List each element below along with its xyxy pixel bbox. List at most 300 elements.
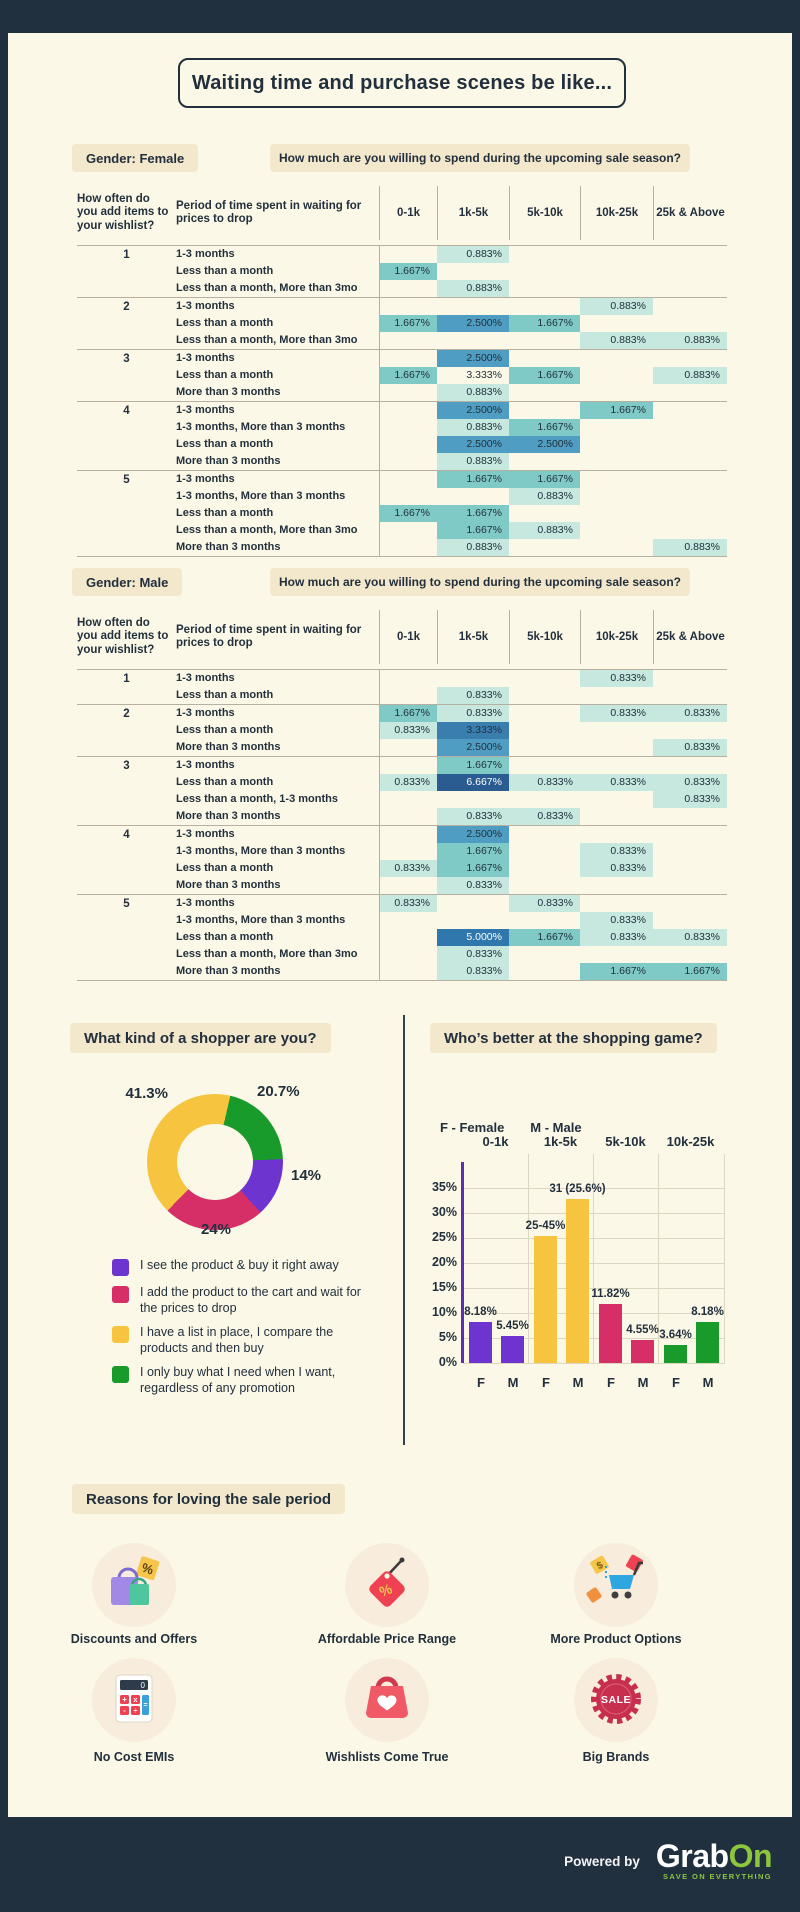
- heat-cell: [653, 826, 727, 843]
- heat-cell: [580, 419, 653, 436]
- heat-cell: 2.500%: [437, 739, 509, 756]
- group-label: 10k-25k: [666, 1134, 715, 1149]
- frequency-value: 5: [123, 898, 130, 910]
- heat-cell: [379, 877, 437, 894]
- heat-cell: [653, 522, 727, 539]
- heat-cell: [653, 895, 727, 912]
- gridline-h: [463, 1213, 725, 1214]
- frequency-group: [77, 297, 727, 349]
- svg-text:-: -: [123, 1706, 126, 1715]
- heat-cell: 0.883%: [580, 298, 653, 315]
- legend-item: [112, 1258, 364, 1276]
- bar-value-label: 11.82%: [591, 1287, 630, 1300]
- heat-cell: [379, 402, 437, 419]
- frequency-group: [77, 246, 727, 297]
- period-cell: More than 3 months: [176, 386, 281, 398]
- x-axis-label: F: [542, 1375, 550, 1390]
- heat-cell: 0.833%: [379, 774, 437, 791]
- heat-cell: [509, 384, 580, 401]
- heat-cell: [437, 263, 509, 280]
- bar-1k-5k-F: [534, 1236, 557, 1363]
- heat-cell: 6.667%: [437, 774, 509, 791]
- heat-cell: 2.500%: [437, 350, 509, 367]
- heat-cell: [379, 843, 437, 860]
- legend-item: [112, 1365, 364, 1396]
- heat-cell: [580, 350, 653, 367]
- heat-cell: 1.667%: [379, 367, 437, 384]
- heat-cell: [509, 402, 580, 419]
- discounts-icon: [92, 1543, 176, 1627]
- y-tick-label: 35%: [431, 1180, 457, 1194]
- heat-cell: [379, 419, 437, 436]
- heat-cell: [509, 722, 580, 739]
- bar-value-label: 31 (25.6%): [549, 1183, 606, 1196]
- brand-tagline: SAVE ON EVERYTHING: [663, 1872, 772, 1881]
- heat-cell: [580, 384, 653, 401]
- heat-cell: [580, 539, 653, 556]
- heat-cell: 1.667%: [509, 367, 580, 384]
- bar-chart-legend: [440, 1120, 582, 1135]
- period-cell: Less than a month: [176, 265, 274, 277]
- frequency-value: 4: [123, 405, 130, 417]
- legend-text: I only buy what I need when I want, regardless of any promotion: [140, 1365, 336, 1395]
- heat-cell: 0.883%: [580, 332, 653, 349]
- heat-cell: [437, 298, 509, 315]
- heat-cell: 2.500%: [437, 315, 509, 332]
- period-cell: 1-3 months: [176, 300, 235, 312]
- reason-label-1: Discounts and Offers: [70, 1632, 198, 1646]
- spend-column-header: 25k & Above: [653, 610, 727, 664]
- spend-column-header: 5k-10k: [509, 186, 580, 240]
- group-label: 5k-10k: [605, 1134, 646, 1149]
- heat-cell: 0.833%: [580, 860, 653, 877]
- y-tick-label: 30%: [431, 1205, 457, 1219]
- period-cell: Less than a month, More than 3mo: [176, 948, 358, 960]
- y-axis-line: [461, 1162, 464, 1363]
- heat-cell: 3.333%: [466, 369, 502, 381]
- svg-text:=: =: [143, 1702, 148, 1709]
- heat-cell: 0.833%: [653, 705, 727, 722]
- heat-cell: [379, 246, 437, 263]
- heat-cell: [437, 791, 509, 808]
- heat-cell: [580, 488, 653, 505]
- heat-cell: [580, 808, 653, 825]
- heat-cell: [580, 315, 653, 332]
- gender-male-chip: Gender: Male: [72, 568, 182, 596]
- svg-text:%: %: [377, 1580, 395, 1600]
- heat-cell: [653, 505, 727, 522]
- donut-chart-title: What kind of a shopper are you?: [70, 1023, 331, 1053]
- heat-cell: [509, 505, 580, 522]
- spend-column-header: 0-1k: [379, 610, 437, 664]
- reason-label-4: No Cost EMIs: [93, 1750, 175, 1764]
- sale-badge-icon: [574, 1658, 658, 1742]
- heat-cell: [509, 298, 580, 315]
- brand-on: On: [728, 1838, 772, 1874]
- bar-value-label: 5.45%: [496, 1319, 529, 1332]
- heat-cell: [653, 350, 727, 367]
- heat-cell: 1.667%: [437, 860, 509, 877]
- legend-female: F - Female: [440, 1120, 505, 1135]
- heat-cell: 1.667%: [379, 315, 437, 332]
- heat-cell: 0.833%: [379, 895, 437, 912]
- heat-cell: [653, 436, 727, 453]
- heat-cell: 1.667%: [379, 705, 437, 722]
- gridline-v: [724, 1154, 725, 1363]
- heat-cell: [509, 705, 580, 722]
- heat-cell: 1.667%: [580, 402, 653, 419]
- spend-column-header: 10k-25k: [580, 610, 653, 664]
- row-axis-title: How often do you add items to your wishlist?: [77, 616, 169, 656]
- period-cell: 1-3 months: [176, 759, 235, 771]
- reason-label-2: Affordable Price Range: [317, 1632, 457, 1646]
- heat-cell: [379, 687, 437, 704]
- period-column-title: Period of time spent in waiting for prices to drop: [176, 199, 362, 225]
- heat-cell: [580, 877, 653, 894]
- heat-cell: 2.500%: [509, 436, 580, 453]
- heat-cell: [653, 298, 727, 315]
- spend-column-header: 1k-5k: [437, 186, 509, 240]
- y-tick-label: 15%: [431, 1280, 457, 1294]
- frequency-value: 2: [123, 301, 130, 313]
- period-cell: 1-3 months: [176, 404, 235, 416]
- grabon-logo: [655, 1838, 772, 1881]
- heatmap-table-female: [77, 186, 727, 557]
- frequency-value: 2: [123, 708, 130, 720]
- svg-text:%: %: [139, 1559, 156, 1578]
- heat-cell: [653, 453, 727, 470]
- heat-cell: [653, 384, 727, 401]
- heat-cell: [379, 963, 437, 980]
- frequency-value: 1: [123, 249, 130, 261]
- heat-cell: [379, 791, 437, 808]
- period-column-title: Period of time spent in waiting for prices to drop: [176, 623, 362, 649]
- bar-value-label: 25-45%: [525, 1219, 566, 1232]
- frequency-group: [77, 825, 727, 894]
- frequency-group: [77, 670, 727, 704]
- heat-cell: 5.000%: [437, 929, 509, 946]
- donut-label-pink: 24%: [200, 1221, 232, 1238]
- heat-cell: [437, 332, 509, 349]
- heat-cell: [379, 453, 437, 470]
- period-cell: 1-3 months: [176, 473, 235, 485]
- heat-cell: [509, 350, 580, 367]
- heat-cell: [379, 929, 437, 946]
- heat-cell: [580, 895, 653, 912]
- heat-cell: [509, 791, 580, 808]
- heat-cell: [379, 436, 437, 453]
- period-cell: 1-3 months: [176, 897, 235, 909]
- heat-cell: 0.833%: [653, 774, 727, 791]
- period-cell: 1-3 months, More than 3 months: [176, 845, 346, 857]
- heat-cell: [379, 384, 437, 401]
- period-cell: Less than a month: [176, 438, 274, 450]
- x-axis-label: F: [607, 1375, 615, 1390]
- heat-cell: [580, 367, 653, 384]
- heat-cell: 0.883%: [653, 367, 727, 384]
- calculator-icon: [92, 1658, 176, 1742]
- heat-cell: 2.500%: [437, 402, 509, 419]
- heat-cell: [580, 739, 653, 756]
- heat-cell: [653, 246, 727, 263]
- section-divider: [403, 1015, 405, 1445]
- reason-label-3: More Product Options: [550, 1632, 682, 1646]
- svg-text:SALE: SALE: [600, 1694, 632, 1706]
- period-cell: 1-3 months: [176, 828, 235, 840]
- heat-cell: 1.667%: [437, 471, 509, 488]
- gridline-h: [463, 1363, 725, 1364]
- heat-cell: 0.833%: [653, 739, 727, 756]
- gender-female-chip: Gender: Female: [72, 144, 198, 172]
- heat-cell: 1.667%: [509, 929, 580, 946]
- donut-label-green: 20.7%: [257, 1083, 300, 1100]
- heat-cell: 0.833%: [437, 687, 509, 704]
- y-tick-label: 5%: [438, 1330, 457, 1344]
- period-cell: Less than a month: [176, 776, 274, 788]
- period-cell: 1-3 months, More than 3 months: [176, 490, 346, 502]
- heat-cell: [653, 670, 727, 687]
- heat-cell: [653, 315, 727, 332]
- period-cell: Less than a month: [176, 317, 274, 329]
- bar-value-label: 8.18%: [464, 1306, 497, 1319]
- period-cell: Less than a month: [176, 931, 274, 943]
- heat-cell: 1.667%: [509, 315, 580, 332]
- spend-column-header: 25k & Above: [653, 186, 727, 240]
- spend-question-female: How much are you willing to spend during the upcoming sale season?: [270, 144, 690, 172]
- y-tick-label: 10%: [431, 1305, 457, 1319]
- heat-cell: 2.500%: [437, 826, 509, 843]
- period-cell: 1-3 months: [176, 707, 235, 719]
- period-cell: More than 3 months: [176, 741, 281, 753]
- svg-text:$: $: [595, 1559, 606, 1573]
- svg-text:x: x: [133, 1697, 138, 1704]
- powered-by-text: Powered by: [564, 1853, 640, 1869]
- heat-cell: [437, 912, 509, 929]
- row-axis-title: How often do you add items to your wishlist?: [77, 192, 169, 232]
- heat-cell: 0.883%: [653, 539, 727, 556]
- legend-text: I see the product & buy it right away: [140, 1258, 339, 1272]
- period-cell: Less than a month: [176, 862, 274, 874]
- frequency-group: [77, 401, 727, 470]
- heat-cell: [379, 522, 437, 539]
- heat-cell: [653, 877, 727, 894]
- heat-cell: 0.833%: [437, 963, 509, 980]
- heat-cell: 0.833%: [437, 705, 509, 722]
- heat-cell: 0.833%: [509, 774, 580, 791]
- heat-cell: [580, 505, 653, 522]
- legend-text: I have a list in place, I compare the products and then buy: [140, 1325, 334, 1355]
- y-tick-label: 0%: [438, 1355, 457, 1369]
- wishlist-bag-icon: [345, 1658, 429, 1742]
- spend-column-header: 5k-10k: [509, 610, 580, 664]
- heat-cell: [653, 471, 727, 488]
- legend-text: I add the product to the cart and wait for the prices to drop: [140, 1285, 361, 1315]
- period-cell: 1-3 months, More than 3 months: [176, 421, 346, 433]
- bar-value-label: 3.64%: [659, 1328, 692, 1341]
- spend-column-header: 10k-25k: [580, 186, 653, 240]
- grouped-bar-chart: [431, 1134, 725, 1390]
- gridline-h: [463, 1263, 725, 1264]
- x-axis-label: F: [477, 1375, 485, 1390]
- heat-cell: [509, 860, 580, 877]
- x-axis-label: M: [507, 1375, 519, 1390]
- heat-cell: [509, 263, 580, 280]
- period-cell: Less than a month, 1-3 months: [176, 793, 338, 805]
- heat-cell: [509, 946, 580, 963]
- heat-cell: [509, 912, 580, 929]
- group-label: 0-1k: [482, 1134, 509, 1149]
- heat-cell: [653, 808, 727, 825]
- heat-cell: 0.833%: [437, 877, 509, 894]
- heat-cell: 0.833%: [379, 860, 437, 877]
- heat-cell: [379, 471, 437, 488]
- heat-cell: [580, 722, 653, 739]
- donut-label-yellow: 41.3%: [125, 1085, 168, 1102]
- bar-0-1k-M: [501, 1336, 524, 1363]
- heat-cell: 0.833%: [580, 929, 653, 946]
- heat-cell: [653, 263, 727, 280]
- heat-cell: [379, 298, 437, 315]
- heat-cell: [509, 877, 580, 894]
- brand-grab: Grab: [655, 1838, 729, 1874]
- y-tick-label: 25%: [431, 1230, 457, 1244]
- frequency-group: [77, 756, 727, 825]
- page-title: Waiting time and purchase scenes be like...: [191, 71, 613, 94]
- reason-label-6: Big Brands: [582, 1750, 650, 1764]
- heat-cell: 0.833%: [509, 808, 580, 825]
- legend-male: M - Male: [530, 1120, 582, 1135]
- bar-value-label: 4.55%: [626, 1324, 659, 1337]
- heat-cell: 3.333%: [437, 722, 509, 739]
- heat-cell: 1.667%: [437, 757, 509, 774]
- period-cell: 1-3 months: [176, 248, 235, 260]
- heat-cell: 0.883%: [437, 539, 509, 556]
- x-axis-label: M: [702, 1375, 714, 1390]
- heat-cell: 0.833%: [580, 670, 653, 687]
- footer: [0, 1817, 800, 1912]
- heat-cell: [509, 453, 580, 470]
- reasons-title: Reasons for loving the sale period: [72, 1484, 345, 1514]
- cart-icon: [574, 1543, 658, 1627]
- heat-cell: [379, 350, 437, 367]
- donut-legend: [112, 1258, 364, 1405]
- heat-cell: [379, 946, 437, 963]
- heat-cell: [509, 843, 580, 860]
- heat-cell: [509, 687, 580, 704]
- heat-cell: 0.883%: [509, 488, 580, 505]
- heat-cell: 0.883%: [437, 280, 509, 297]
- donut-hole: [177, 1124, 253, 1200]
- heat-cell: 0.833%: [580, 774, 653, 791]
- heat-cell: [653, 946, 727, 963]
- period-cell: 1-3 months, More than 3 months: [176, 914, 346, 926]
- bar-10k-25k-F: [664, 1345, 687, 1363]
- period-cell: More than 3 months: [176, 879, 281, 891]
- heat-cell: 1.667%: [437, 522, 509, 539]
- heat-cell: 0.833%: [580, 912, 653, 929]
- frequency-value: 1: [123, 673, 130, 685]
- heat-cell: [580, 280, 653, 297]
- heat-cell: [580, 826, 653, 843]
- heat-cell: [379, 332, 437, 349]
- heat-cell: 0.883%: [509, 522, 580, 539]
- table-body: [77, 246, 727, 557]
- heat-cell: [580, 791, 653, 808]
- period-cell: More than 3 months: [176, 455, 281, 467]
- x-axis-label: M: [637, 1375, 649, 1390]
- page-title-box: [178, 58, 626, 108]
- heat-cell: [437, 895, 509, 912]
- period-cell: Less than a month: [176, 369, 274, 381]
- frequency-value: 4: [123, 829, 130, 841]
- bar-5k-10k-M: [631, 1340, 654, 1363]
- heat-cell: 0.833%: [379, 722, 437, 739]
- y-tick-label: 20%: [431, 1255, 457, 1269]
- legend-item: [112, 1325, 364, 1356]
- heat-cell: [580, 246, 653, 263]
- x-axis-label: F: [672, 1375, 680, 1390]
- heat-cell: 1.667%: [437, 843, 509, 860]
- legend-swatch: [112, 1286, 129, 1303]
- group-label: 1k-5k: [543, 1134, 578, 1149]
- spend-column-header: 0-1k: [379, 186, 437, 240]
- spend-column-header: 1k-5k: [437, 610, 509, 664]
- bar-chart-title: Who’s better at the shopping game?: [430, 1023, 717, 1053]
- heat-cell: [509, 963, 580, 980]
- table-header-row: [77, 610, 727, 670]
- period-cell: More than 3 months: [176, 810, 281, 822]
- bar-1k-5k-M: [566, 1199, 589, 1363]
- period-cell: Less than a month: [176, 689, 274, 701]
- heat-cell: [509, 739, 580, 756]
- legend-swatch: [112, 1366, 129, 1383]
- heat-cell: [509, 332, 580, 349]
- frequency-group: [77, 349, 727, 401]
- heat-cell: [509, 757, 580, 774]
- heat-cell: 0.833%: [653, 791, 727, 808]
- heat-cell: [580, 946, 653, 963]
- heat-cell: [509, 539, 580, 556]
- period-cell: 1-3 months: [176, 352, 235, 364]
- frequency-group: [77, 470, 727, 556]
- heat-cell: [580, 687, 653, 704]
- heat-cell: 0.833%: [437, 946, 509, 963]
- heat-cell: 1.667%: [580, 963, 653, 980]
- heat-cell: [653, 912, 727, 929]
- spend-question-male: How much are you willing to spend during the upcoming sale season?: [270, 568, 690, 596]
- heat-cell: 1.667%: [509, 419, 580, 436]
- heat-cell: [437, 488, 509, 505]
- heat-cell: 0.883%: [653, 332, 727, 349]
- heat-cell: 0.833%: [653, 929, 727, 946]
- heat-cell: [653, 419, 727, 436]
- heat-cell: [379, 912, 437, 929]
- heat-cell: 2.500%: [437, 436, 509, 453]
- heat-cell: [653, 860, 727, 877]
- heat-cell: [653, 488, 727, 505]
- heatmap-table-male: [77, 610, 727, 981]
- svg-text:0: 0: [140, 1681, 145, 1690]
- legend-item: [112, 1285, 364, 1316]
- frequency-group: [77, 704, 727, 756]
- heat-cell: [580, 453, 653, 470]
- heat-cell: [653, 722, 727, 739]
- period-cell: Less than a month, More than 3mo: [176, 282, 358, 294]
- donut-label-purple: 14%: [291, 1167, 322, 1184]
- heat-cell: [653, 757, 727, 774]
- bar-value-label: 8.18%: [691, 1306, 724, 1319]
- legend-swatch: [112, 1259, 129, 1276]
